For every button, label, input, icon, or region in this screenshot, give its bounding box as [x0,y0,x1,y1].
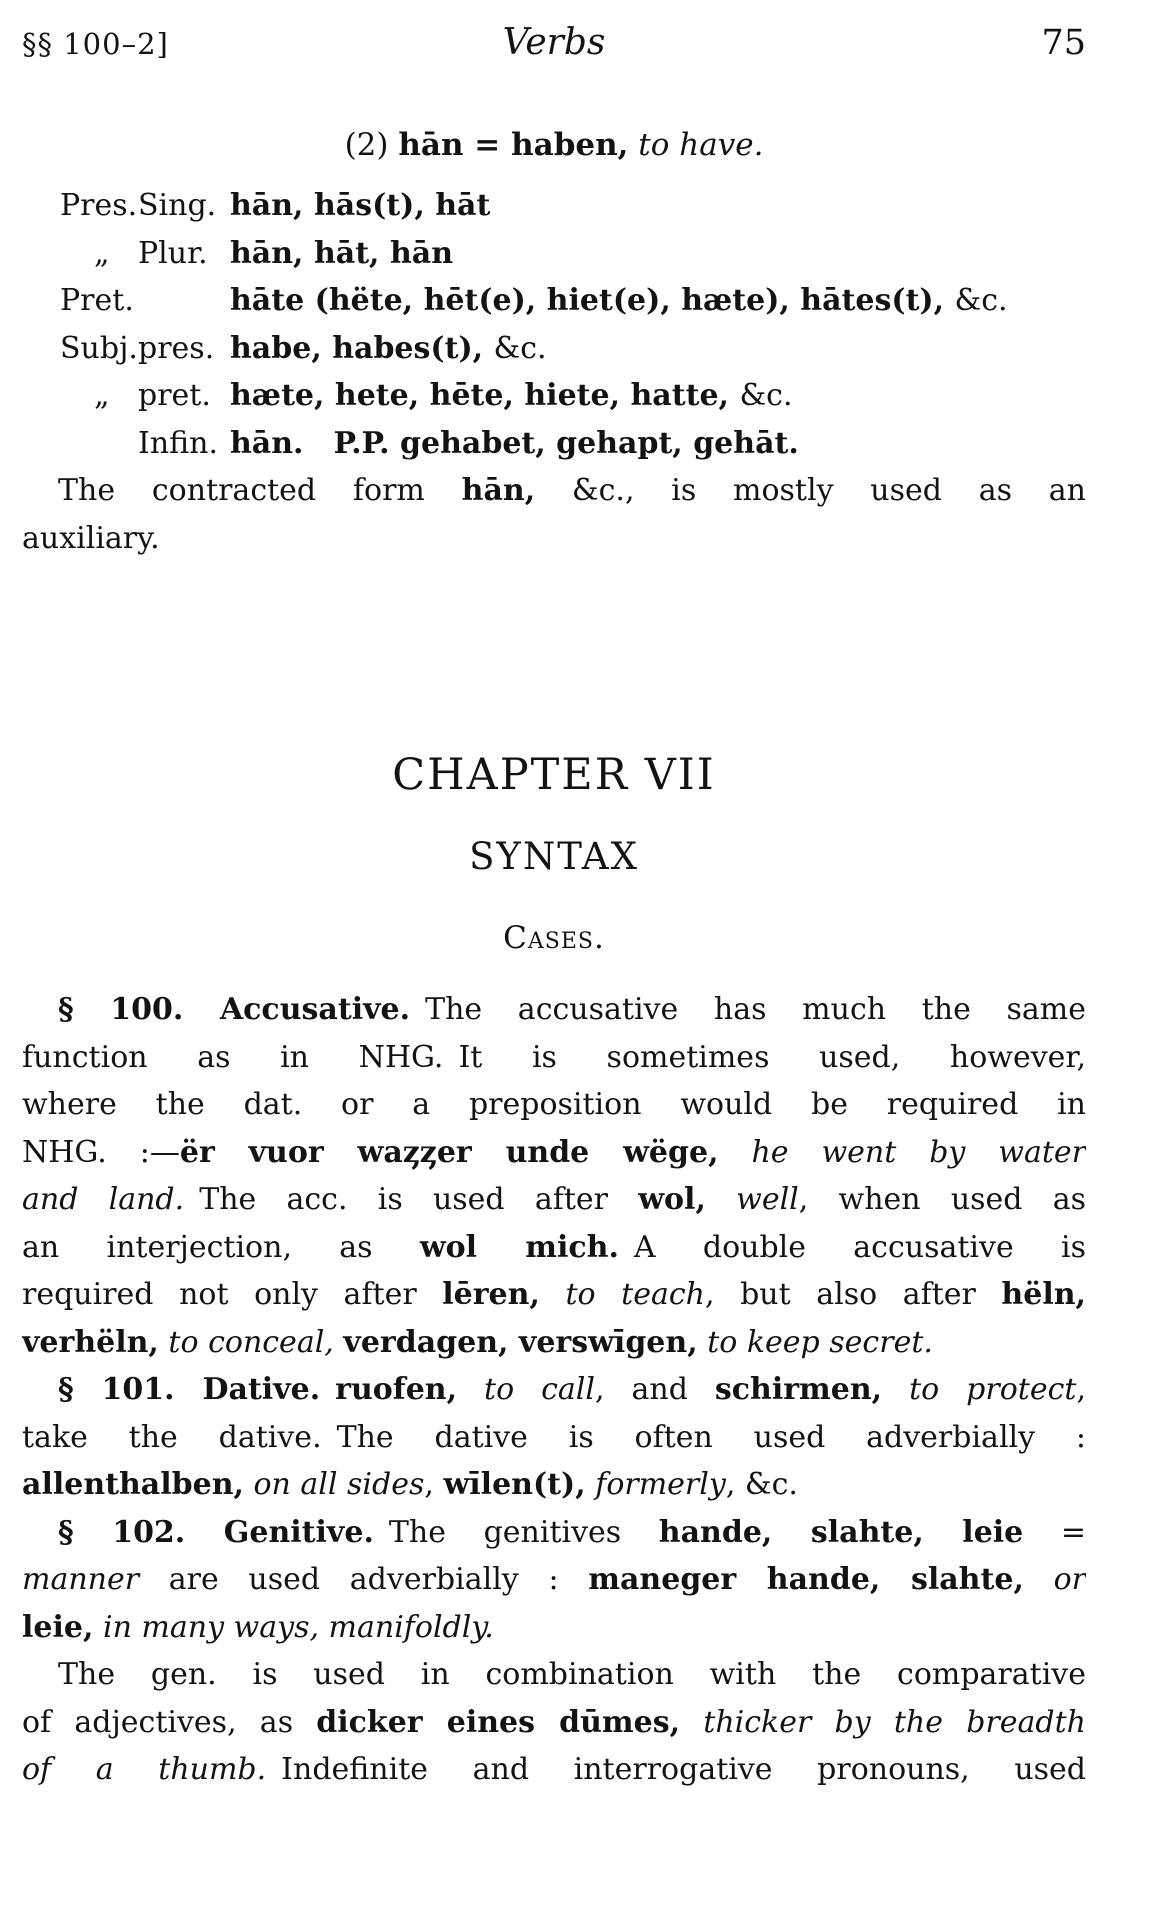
text-segment: leie, [22,1609,94,1645]
text-segment: to conceal, [168,1324,334,1360]
text-segment: auxiliary. [22,520,160,556]
text-segment: required not only after [22,1277,443,1312]
text-segment: schirmen, [714,1372,883,1407]
running-title: Verbs [502,22,606,63]
paradigm-table [22,182,1086,467]
text-segment: § 101. Dative. [58,1372,321,1407]
text-segment [159,1325,169,1360]
text-line [22,1509,1086,1557]
text-line [22,1604,1086,1652]
text-segment: verhëln, [22,1324,159,1360]
paradigm-label-tense: Pres. [60,188,138,223]
text-segment: habe, habes(t), [230,330,494,366]
text-segment: thicker by the breadth [703,1704,1086,1740]
text-segment [304,426,334,461]
chapter-subtitle: SYNTAX [469,835,639,878]
text-segment: , and [594,1372,715,1407]
text-segment: , [1076,1372,1086,1407]
text-segment [93,1610,103,1645]
text-segment [457,1372,484,1407]
text-segment: he went by water [751,1134,1086,1170]
text-segment: The contracted form [58,473,462,508]
text-segment: well [736,1182,799,1217]
text-segment [706,1182,736,1217]
paradigm-forms [230,230,1086,278]
text-segment: P.P. gehabet, gehapt, gehāt. [333,425,799,461]
section-heading-cases: Cases. [503,920,605,956]
paradigm-label-tense: Subj. [60,330,138,366]
text-line [22,1271,1086,1319]
text-segment: or [1053,1562,1086,1597]
text-segment: lēren, [442,1277,540,1312]
verb-subheading [22,122,1086,169]
paradigm-label-number: pres. [138,330,215,366]
paradigm-label-number: Sing. [138,188,217,223]
text-segment: hëln, [1001,1277,1086,1312]
paradigm-label-tense: Pret. [60,283,134,318]
text-segment: ër vuor waȥȥer unde wëge, [179,1134,719,1170]
text-segment: verdagen, verswīgen, [343,1324,698,1360]
text-segment [334,1325,344,1360]
paradigm-label-tense [60,420,138,468]
text-segment: function as in NHG. It is sometimes used, however, [22,1039,1086,1075]
paradigm-row [22,372,1086,420]
text-segment: hān, hās(t), hāt [230,188,491,223]
text-segment: A double accusative is [618,1229,1086,1265]
paradigm-label-tense: „ [94,235,110,271]
text-segment: to call [484,1372,595,1407]
text-segment: to keep secret. [707,1324,933,1360]
section-ref: §§ 100–2] [22,27,169,61]
text-segment [628,127,638,163]
text-segment [244,1467,254,1502]
chapter-title: CHAPTER VII [392,750,716,800]
text-segment: Indefinite and interrogative pronouns, used [266,1752,1086,1787]
text-segment [719,1135,752,1170]
paradigm-forms [230,182,1086,230]
text-segment: ruofen, [335,1372,458,1407]
text-segment: to teach [565,1277,705,1312]
text-segment: wīlen(t), [443,1467,586,1502]
text-segment [586,1467,596,1502]
paragraph-genitive-comparative [22,1651,1086,1794]
text-segment: The accusative has much the same [410,992,1086,1027]
paragraph-contracted-form [22,467,1086,562]
text-segment: , [424,1467,444,1502]
text-segment: § 102. Genitive. [58,1514,374,1550]
text-line [22,1414,1086,1462]
text-segment: of adjectives, as [22,1704,317,1740]
text-segment [320,1372,335,1407]
paradigm-label-tense: „ [94,378,110,413]
text-segment: of a thumb. [22,1752,267,1787]
text-segment: hān = haben, [398,127,629,163]
text-segment: and land. [22,1182,185,1217]
text-segment: &c. [954,283,1008,318]
text-segment: The acc. is used after [184,1182,639,1217]
paradigm-label-number: Plur. [138,235,208,271]
paradigm-row [22,182,1086,230]
text-line [22,1556,1086,1604]
text-line [22,986,1086,1034]
paradigm-row [22,230,1086,278]
paradigm-forms [230,420,1086,468]
text-segment: wol, [638,1182,706,1217]
text-segment: are used adverbially : [139,1562,589,1597]
text-segment: to protect [909,1372,1077,1407]
text-segment: formerly [595,1467,726,1502]
text-line [22,1366,1086,1414]
text-line [22,1699,1086,1747]
text-line [22,1176,1086,1224]
text-segment: &c. [493,330,547,366]
text-segment: manner [22,1562,140,1597]
page-header [22,22,1086,68]
text-line [22,1746,1086,1794]
text-segment: hān, hāt, hān [230,235,454,271]
text-segment: &c., is mostly used as an [535,473,1086,508]
text-segment: dicker eines dūmes, [316,1704,681,1740]
text-line [22,1651,1086,1699]
text-segment: NHG. :— [22,1134,180,1170]
text-line [22,515,1086,563]
text-segment: in many ways, manifoldly. [102,1609,494,1645]
text-segment [882,1372,909,1407]
paragraph-101-dative [22,1366,1086,1509]
text-segment: , when used as [798,1182,1086,1217]
text-line [22,1224,1086,1272]
paradigm-row [22,420,1086,468]
text-segment: &c. [739,378,793,413]
paradigm-label-number: pret. [138,378,211,413]
paradigm-forms [230,372,1086,420]
text-line [22,1461,1086,1509]
text-segment [1024,1562,1054,1597]
paradigm-row [22,277,1086,325]
text-segment: hān. [230,425,304,461]
text-segment: where the dat. or a preposition would be required in [22,1087,1086,1122]
text-segment: The gen. is used in combination with the comparative [58,1657,1086,1692]
text-segment: to have. [638,127,764,163]
text-segment: an interjection, as [22,1229,420,1265]
text-segment [680,1705,703,1740]
text-segment: hāte (hëte, hēt(e), hiet(e), hæte), hātes(t), [230,283,955,318]
paragraph-100-accusative [22,986,1086,1366]
text-line [22,467,1086,515]
paradigm-forms [230,277,1086,325]
paragraph-102-genitive [22,1509,1086,1652]
text-segment: , but also after [704,1277,1002,1312]
text-segment [698,1325,708,1360]
text-segment: The genitives [373,1514,659,1550]
paradigm-forms [230,325,1086,373]
text-segment [540,1277,566,1312]
text-segment: hæte, hete, hēte, hiete, hatte, [230,378,740,413]
text-segment: , &c. [725,1467,798,1502]
text-line [22,1319,1086,1367]
text-line [22,1081,1086,1129]
text-segment: hande, slahte, leie [658,1514,1024,1550]
text-line [22,1034,1086,1082]
text-segment: on all sides [253,1467,425,1502]
text-segment: take the dative. The dative is often used adverbially : [22,1419,1086,1455]
text-line [22,1129,1086,1177]
paradigm-label-number: Infin. [138,425,219,461]
text-segment: wol mich. [419,1229,619,1265]
page-number: 75 [1041,23,1086,63]
text-segment: § 100. Accusative. [58,992,411,1027]
paradigm-label-number [138,277,230,325]
text-segment: (2) [344,127,399,163]
paradigm-row [22,325,1086,373]
text-segment: maneger hande, slahte, [588,1562,1024,1597]
text-segment: allenthalben, [22,1467,244,1502]
text-segment: = [1023,1514,1086,1550]
text-segment: hān, [461,473,536,508]
